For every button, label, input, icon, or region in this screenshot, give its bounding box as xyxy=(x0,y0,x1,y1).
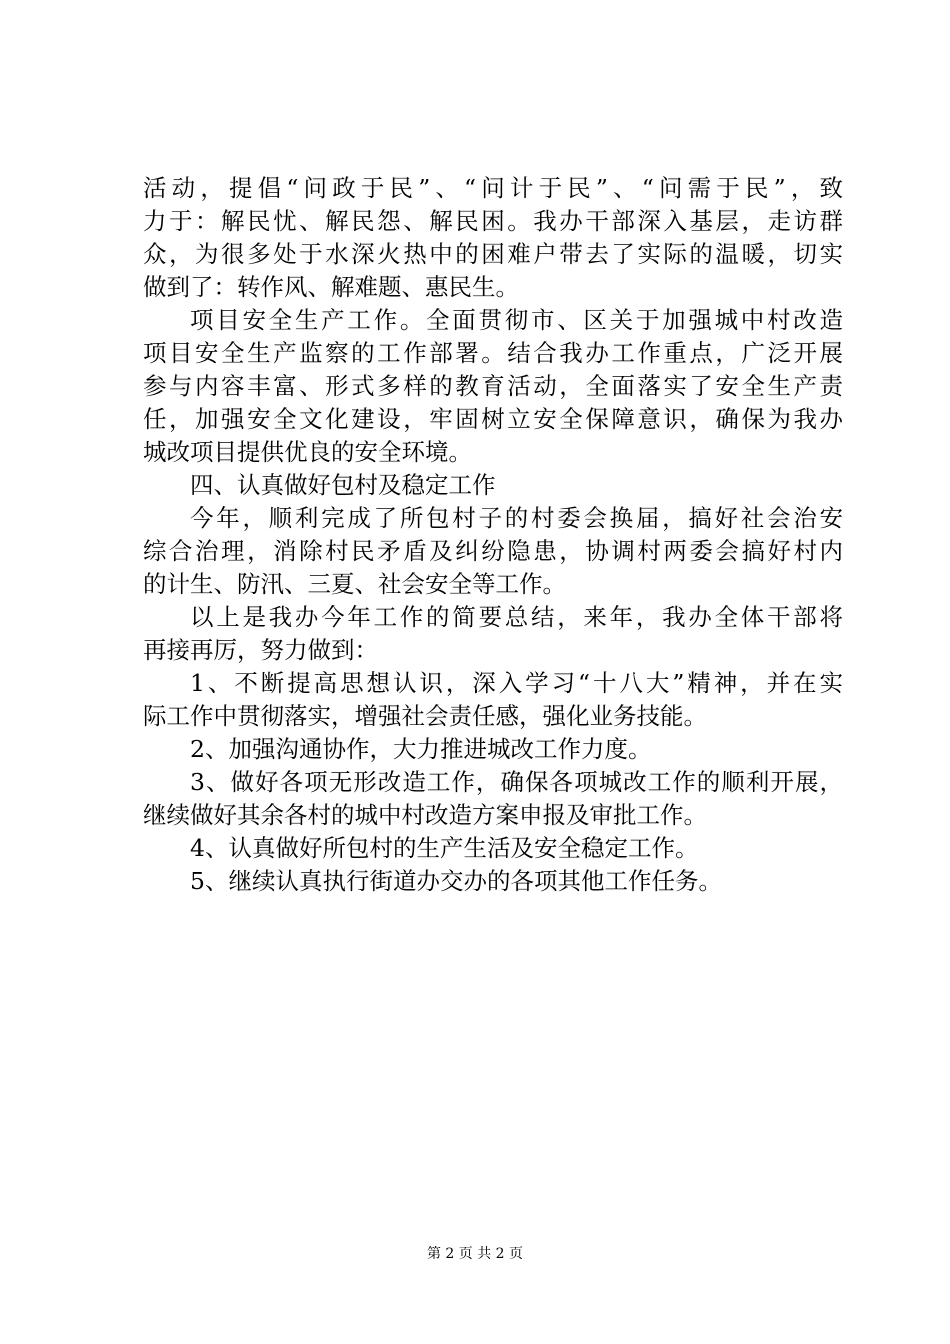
list-item: 4、认真做好所包村的生产生活及安全稳定工作。 xyxy=(190,834,699,862)
document-body xyxy=(143,172,843,898)
text-line: 际工作中贯彻落实，增强社会责任感，强化业务技能。 xyxy=(143,702,707,730)
text-line: 项目安全生产监察的工作部署。结合我办工作重点，广泛开展 xyxy=(143,339,843,367)
text-line: 的计生、防汛、三夏、社会安全等工作。 xyxy=(143,570,566,598)
text-line: 活动，提倡“问政于民”、“问计于民”、“问需于民”，致 xyxy=(143,174,843,202)
text-line: 项目安全生产工作。全面贯彻市、区关于加强城中村改造 xyxy=(190,306,843,334)
text-line: 力于：解民忧、解民怨、解民困。我办干部深入基层，走访群 xyxy=(143,207,843,235)
text-line: 综合治理，消除村民矛盾及纠纷隐患，协调村两委会搞好村内 xyxy=(143,537,843,565)
page-number-footer: 第 2 页 共 2 页 xyxy=(426,1246,524,1262)
text-line: 做到了：转作风、解难题、惠民生。 xyxy=(143,273,519,301)
text-line: 今年，顺利完成了所包村子的村委会换届，搞好社会治安 xyxy=(190,504,843,532)
list-item: 2、加强沟通协作，大力推进城改工作力度。 xyxy=(190,735,652,763)
list-item: 3、做好各项无形改造工作，确保各项城改工作的顺利开展， xyxy=(190,768,843,796)
text-line: 再接再厉，努力做到： xyxy=(143,636,378,664)
text-line: 以上是我办今年工作的简要总结，来年，我办全体干部将 xyxy=(190,603,843,631)
text-line: 参与内容丰富、形式多样的教育活动，全面落实了安全生产责 xyxy=(143,372,843,400)
text-line: 继续做好其余各村的城中村改造方案申报及审批工作。 xyxy=(143,801,707,829)
section-heading: 四、认真做好包村及稳定工作 xyxy=(190,471,496,499)
list-item: 5、继续认真执行街道办交办的各项其他工作任务。 xyxy=(190,867,722,895)
text-line: 任，加强安全文化建设，牢固树立安全保障意识，确保为我办 xyxy=(143,405,843,433)
text-line: 城改项目提供优良的安全环境。 xyxy=(143,438,472,466)
list-item: 1、不断提高思想认识，深入学习“十八大”精神，并在实 xyxy=(190,669,843,697)
text-line: 众，为很多处于水深火热中的困难户带去了实际的温暖，切实 xyxy=(143,240,843,268)
